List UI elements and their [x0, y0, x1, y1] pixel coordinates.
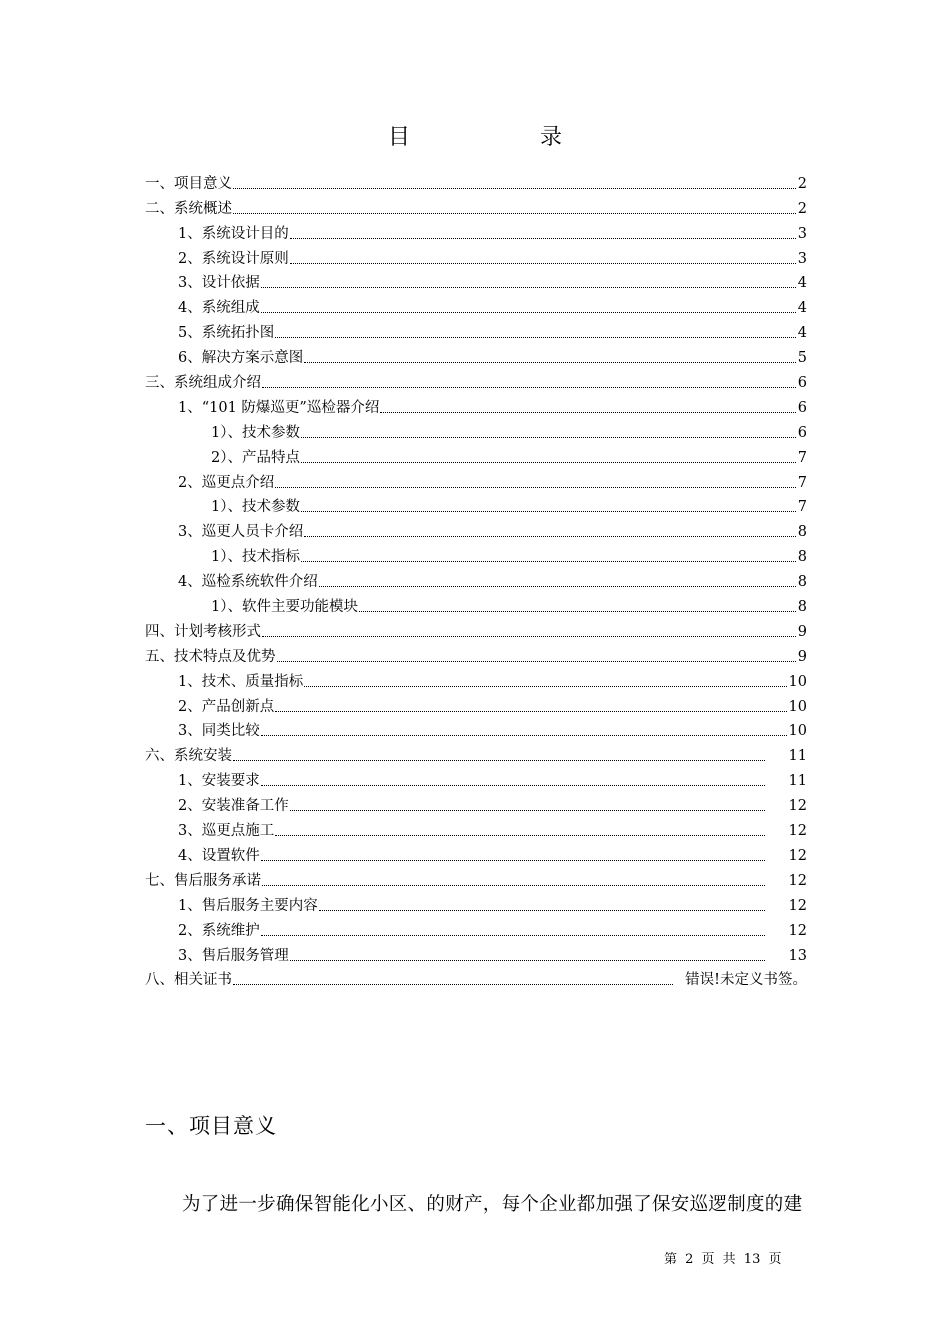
toc-page-number: 12: [788, 872, 807, 889]
toc-page-number: 6: [797, 424, 807, 441]
toc-entry[interactable]: [145, 641, 807, 666]
toc-leader-dots: [261, 735, 787, 736]
toc-entry-label: 3、售后服务管理: [178, 947, 289, 964]
toc-page-number: 12: [788, 897, 807, 914]
toc-entry[interactable]: [145, 541, 807, 566]
toc-page-number: 12: [788, 847, 807, 864]
toc-entry-label: 三、系统组成介绍: [145, 375, 261, 392]
toc-page-number: 3: [797, 250, 807, 267]
toc-entry-label: 四、计划考核形式: [145, 623, 261, 640]
toc-page-number: 4: [797, 300, 807, 317]
toc-page-number: 6: [797, 375, 807, 392]
toc-leader-dots: [262, 387, 796, 388]
body-paragraph: 为了进一步确保智能化小区、的财产，每个企业都加强了保安巡逻制度的建: [182, 1194, 803, 1215]
table-of-contents: [145, 168, 807, 989]
toc-leader-dots: [261, 312, 796, 313]
toc-page-number: 8: [797, 574, 807, 591]
page-footer: 第 2 页 共 13 页: [664, 1252, 782, 1267]
toc-page-number: 2: [797, 175, 807, 192]
toc-entry[interactable]: [145, 292, 807, 317]
toc-page-number: 8: [797, 549, 807, 566]
toc-page-number: 4: [797, 275, 807, 292]
toc-leader-dots: [304, 686, 786, 687]
toc-page-number: 2: [797, 200, 807, 217]
toc-entry-label: 1）、技术参数: [211, 424, 300, 441]
toc-entry[interactable]: [145, 268, 807, 293]
toc-entry[interactable]: [145, 940, 807, 965]
toc-entry[interactable]: [145, 691, 807, 716]
toc-leader-dots: [262, 636, 796, 637]
toc-page-number: 8: [797, 599, 807, 616]
toc-entry-label: 3、设计依据: [178, 275, 260, 292]
toc-entry[interactable]: [145, 492, 807, 517]
toc-entry-label: 八、相关证书: [145, 972, 232, 989]
toc-entry-label: 1）、技术指标: [211, 549, 300, 566]
toc-page-number: 10: [788, 673, 807, 690]
toc-leader-dots: [319, 586, 796, 587]
toc-entry-label: 一、项目意义: [145, 175, 232, 192]
toc-page-number: 6: [797, 399, 807, 416]
section-heading: 一、项目意义: [145, 1114, 277, 1138]
toc-entry-label: 1、技术、质量指标: [178, 673, 304, 690]
toc-entry[interactable]: [145, 666, 807, 691]
toc-page-number: 12: [788, 798, 807, 815]
toc-leader-dots: [301, 511, 796, 512]
toc-entry[interactable]: [145, 790, 807, 815]
toc-page-number: 5: [797, 350, 807, 367]
toc-entry[interactable]: [145, 965, 807, 990]
toc-entry[interactable]: [145, 915, 807, 940]
toc-page-number: 3: [797, 225, 807, 242]
toc-entry[interactable]: [145, 342, 807, 367]
toc-entry-label: 4、系统组成: [178, 300, 260, 317]
toc-entry[interactable]: [145, 890, 807, 915]
toc-page-number: 13: [788, 947, 807, 964]
toc-entry-label: 七、售后服务承诺: [145, 872, 261, 889]
toc-leader-dots: [261, 287, 796, 288]
toc-leader-dots: [277, 661, 796, 662]
toc-leader-dots: [319, 910, 765, 911]
toc-entry-label: 3、同类比较: [178, 723, 260, 740]
toc-entry[interactable]: [145, 193, 807, 218]
toc-leader-dots: [261, 785, 765, 786]
toc-page-number: 11: [788, 773, 807, 790]
toc-entry-label: 2、安装准备工作: [178, 798, 289, 815]
toc-entry[interactable]: [145, 765, 807, 790]
toc-entry[interactable]: [145, 218, 807, 243]
toc-entry-label: 五、技术特点及优势: [145, 648, 276, 665]
toc-page-number: 10: [788, 698, 807, 715]
toc-leader-dots: [233, 984, 673, 985]
toc-leader-dots: [301, 437, 796, 438]
toc-page-number: 9: [797, 648, 807, 665]
toc-leader-dots: [359, 611, 796, 612]
toc-page-number: 12: [788, 922, 807, 939]
toc-entry[interactable]: [145, 442, 807, 467]
toc-entry[interactable]: [145, 740, 807, 765]
toc-page-number: 错误!未定义书签。: [685, 972, 807, 989]
toc-page-number: 7: [797, 499, 807, 516]
toc-leader-dots: [233, 213, 796, 214]
toc-entry[interactable]: [145, 566, 807, 591]
toc-entry-label: 1）、软件主要功能模块: [211, 599, 358, 616]
toc-leader-dots: [233, 760, 765, 761]
toc-leader-dots: [262, 885, 765, 886]
toc-page-number: 7: [797, 449, 807, 466]
toc-page-number: 11: [788, 748, 807, 765]
toc-entry[interactable]: [145, 317, 807, 342]
toc-entry-label: 4、设置软件: [178, 847, 260, 864]
toc-entry-label: 2、系统维护: [178, 922, 260, 939]
toc-leader-dots: [290, 810, 765, 811]
toc-title-right: 录: [540, 125, 563, 150]
toc-leader-dots: [275, 835, 764, 836]
toc-leader-dots: [290, 960, 765, 961]
toc-entry-label: 4、巡检系统软件介绍: [178, 574, 318, 591]
toc-leader-dots: [301, 462, 796, 463]
toc-entry[interactable]: [145, 467, 807, 492]
toc-entry[interactable]: [145, 815, 807, 840]
toc-entry-label: 2、巡更点介绍: [178, 474, 275, 491]
toc-entry[interactable]: [145, 417, 807, 442]
toc-leader-dots: [290, 263, 796, 264]
toc-leader-dots: [233, 188, 796, 189]
toc-leader-dots: [275, 337, 796, 338]
toc-entry-label: 1、安装要求: [178, 773, 260, 790]
toc-entry[interactable]: [145, 865, 807, 890]
toc-entry[interactable]: [145, 367, 807, 392]
toc-entry[interactable]: [145, 516, 807, 541]
toc-leader-dots: [275, 487, 796, 488]
toc-page-number: 8: [797, 524, 807, 541]
toc-entry[interactable]: [145, 840, 807, 865]
toc-entry-label: 3、巡更人员卡介绍: [178, 524, 304, 541]
toc-leader-dots: [290, 238, 796, 239]
toc-page-number: 7: [797, 474, 807, 491]
toc-entry[interactable]: [145, 616, 807, 641]
toc-entry-label: 3、巡更点施工: [178, 823, 275, 840]
toc-leader-dots: [304, 362, 796, 363]
toc-page-number: 10: [788, 723, 807, 740]
toc-page-number: 4: [797, 325, 807, 342]
toc-entry-label: 1、售后服务主要内容: [178, 897, 318, 914]
toc-entry[interactable]: [145, 243, 807, 268]
toc-page-number: 9: [797, 623, 807, 640]
toc-entry[interactable]: [145, 591, 807, 616]
toc-entry-label: 1、系统设计目的: [178, 225, 289, 242]
toc-entry[interactable]: [145, 168, 807, 193]
toc-entry-label: 2、产品创新点: [178, 698, 275, 715]
toc-entry-label: 6、解决方案示意图: [178, 350, 304, 367]
toc-leader-dots: [304, 536, 796, 537]
toc-entry-label: 5、系统拓扑图: [178, 325, 275, 342]
toc-leader-dots: [275, 711, 786, 712]
toc-entry-label: 六、系统安装: [145, 748, 232, 765]
toc-page-number: 12: [788, 823, 807, 840]
toc-entry-label: 1）、技术参数: [211, 499, 300, 516]
toc-entry-label: 1、“101 防爆巡更”巡检器介绍: [178, 399, 380, 416]
toc-leader-dots: [261, 935, 765, 936]
toc-entry-label: 2、系统设计原则: [178, 250, 289, 267]
toc-leader-dots: [301, 561, 796, 562]
toc-entry[interactable]: [145, 392, 807, 417]
toc-entry-label: 二、系统概述: [145, 200, 232, 217]
toc-leader-dots: [261, 860, 765, 861]
toc-entry-label: 2）、产品特点: [211, 449, 300, 466]
toc-entry[interactable]: [145, 716, 807, 741]
toc-title-left: 目: [387, 125, 410, 150]
toc-title: [0, 120, 950, 151]
toc-leader-dots: [380, 412, 795, 413]
